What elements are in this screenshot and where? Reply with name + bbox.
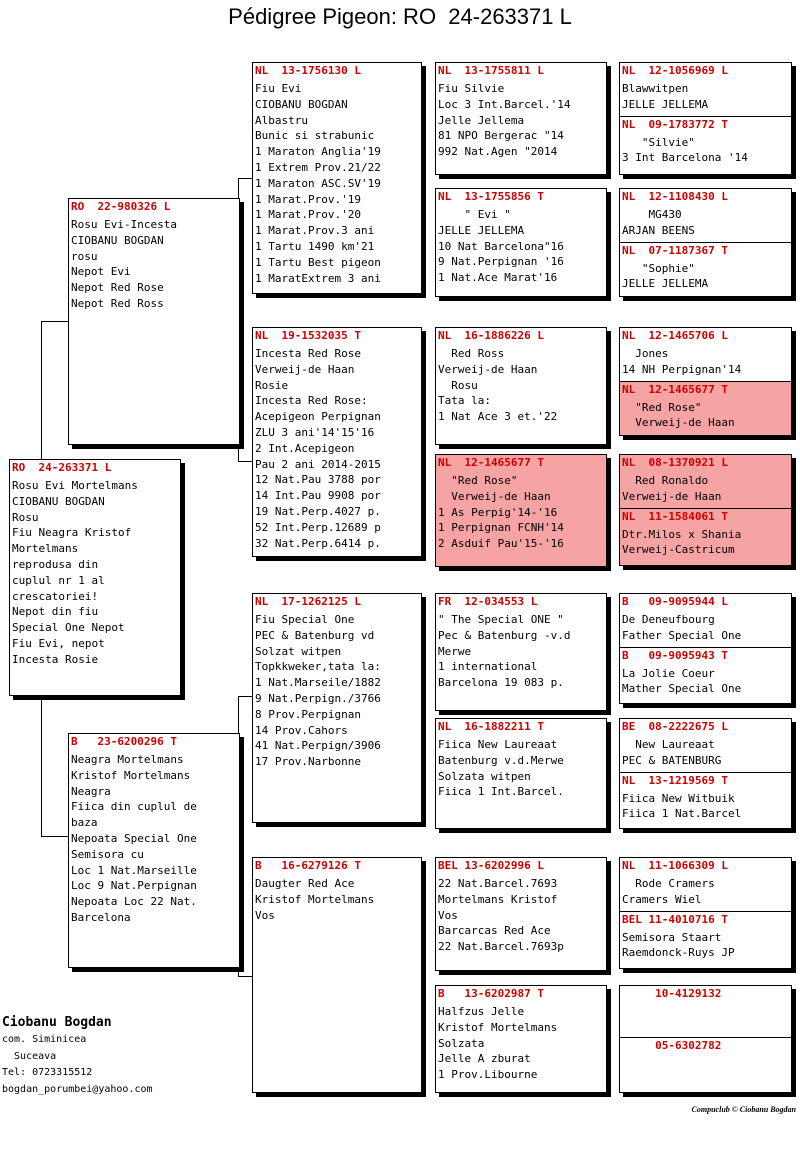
info-line: Halfzus Jelle (438, 1005, 525, 1018)
info-line: "Sophie" (622, 261, 695, 275)
info-line: Fiu Evi (255, 82, 302, 95)
ring-number: NL 13-1756130 L (255, 64, 361, 77)
info-line: Verweij-Castricum (622, 543, 735, 557)
info-line: "Red Rose" (622, 400, 702, 414)
info-line: 1 Marat.Prov.'20 (255, 208, 361, 222)
ancestor-info (620, 930, 791, 962)
info-line: Pau 2 ani 2014-2015 (255, 457, 381, 471)
info-line: 1 Marat.Prov.3 ani (255, 224, 375, 238)
great-grandparent-card[interactable] (435, 454, 607, 567)
info-line: Mortelmans Kristof (438, 892, 558, 906)
ancestor-info (620, 791, 791, 823)
ring-number: BEL 13-6202996 L (438, 859, 544, 872)
info-line: Verweij-de Haan (622, 489, 722, 503)
great-grandparent-info (436, 207, 606, 286)
info-line: reprodusa din (12, 557, 99, 571)
info-line: Semisora cu (71, 847, 144, 861)
info-line: Incesta Red Rose (255, 347, 361, 360)
great-grandparent-card[interactable] (435, 718, 607, 829)
ring-number: NL 13-1755856 T (438, 190, 544, 203)
great-grandparent-card[interactable] (435, 593, 607, 711)
ancestor-pair-card[interactable] (619, 454, 792, 566)
info-line: " Evi " (438, 208, 511, 221)
connector-line (238, 696, 252, 697)
info-line: 2 Int.Acepigeon (255, 441, 355, 455)
info-line: "Silvie" (622, 135, 695, 149)
ancestor-info (620, 876, 791, 908)
ring-number: NL 16-1882211 T (438, 720, 544, 733)
info-line: 52 Int.Perp.12689 p (255, 520, 381, 534)
ancestor-pair-card[interactable] (619, 62, 792, 175)
info-line: Rode Cramers (622, 877, 715, 890)
info-line: 81 NPO Bergerac "14 (438, 129, 564, 143)
ring-number: B 09-9095943 T (622, 648, 728, 662)
info-line: 1 Perpignan FCNH'14 (438, 521, 564, 535)
connector-line (238, 976, 252, 977)
info-line: 32 Nat.Perp.6414 p. (255, 536, 381, 550)
info-line: com. Siminicea (2, 1034, 87, 1045)
info-line: 14 Int.Pau 9908 por (255, 489, 381, 503)
info-line: 2 Asduif Pau'15-'16 (438, 537, 564, 551)
info-line: 3 Int Barcelona '14 (622, 151, 748, 165)
great-grandparent-info (436, 612, 606, 691)
info-line: 1 international (438, 660, 538, 674)
info-line: Barcarcas Red Ace (438, 924, 551, 938)
info-line: Red Ronaldo (622, 474, 709, 487)
info-line: CIOBANU BOGDAN (255, 97, 348, 111)
great-grandparent-card[interactable] (435, 857, 607, 971)
info-line: Tata la: (438, 394, 491, 408)
ring-number: NL 08-1370921 L (622, 456, 728, 469)
breeder-contact (2, 1032, 153, 1098)
ring-number: NL 16-1886226 L (438, 329, 544, 342)
info-line: Bunic si strabunic (255, 129, 375, 143)
info-line: Albastru (255, 113, 308, 127)
ancestor-info (620, 81, 791, 113)
grandparent-card[interactable] (252, 62, 422, 294)
info-line: Solzat witpen (255, 644, 342, 658)
info-line: Barcelona (71, 910, 131, 924)
ancestor-bottom (620, 647, 791, 698)
info-line: Merwe (438, 644, 472, 658)
info-line: Nepot Evi (71, 265, 131, 279)
info-line: 41 Nat.Perpign/3906 (255, 739, 381, 753)
great-grandparent-info (436, 346, 606, 425)
info-line: 10 Nat Barcelona"16 (438, 239, 564, 253)
ancestor-pair-card[interactable] (619, 593, 792, 704)
info-line: Nepoata Loc 22 Nat. (71, 895, 197, 909)
info-line: Jelle Jellema (438, 113, 525, 127)
info-line: 9 Nat.Perpign./3766 (255, 691, 381, 705)
grandparent-info (253, 81, 421, 286)
ring-number: NL 07-1187367 T (622, 243, 728, 257)
great-grandparent-info (436, 1004, 606, 1083)
info-line: 992 Nat.Agen "2014 (438, 145, 558, 159)
grandparent-info (253, 876, 421, 923)
info-line: " The Special ONE " (438, 613, 564, 626)
info-line: crescatoriei! (12, 589, 99, 603)
info-line: Fiica New Laureaat (438, 738, 558, 751)
connector-line (41, 321, 69, 322)
ring-number: NL 12-1465677 T (622, 382, 728, 396)
info-line: Semisora Staart (622, 930, 722, 944)
info-line: Loc 1 Nat.Marseille (71, 863, 197, 877)
info-line: Pec & Batenburg -v.d (438, 628, 571, 642)
ring-number: BEL 11-4010716 T (622, 912, 728, 926)
ring-number: RO 24-263371 L (12, 461, 112, 474)
footer-credit: Compuclub © Ciobanu Bogdan (691, 1105, 796, 1114)
info-line: Batenburg v.d.Merwe (438, 753, 564, 767)
ring-number: NL 19-1532035 T (255, 329, 361, 342)
info-line: Fiu Silvie (438, 82, 505, 95)
info-line: Vos (255, 908, 275, 922)
ancestor-info (620, 207, 791, 239)
info-line: 14 Prov.Cahors (255, 723, 348, 737)
info-line: Kristof Mortelmans (71, 768, 191, 782)
ring-number: NL 17-1262125 L (255, 595, 361, 608)
ancestor-info (620, 527, 791, 559)
info-line: Blawwitpen (622, 82, 689, 95)
subject-info (10, 478, 180, 668)
info-line: Kristof Mortelmans (255, 892, 375, 906)
info-line: 22 Nat.Barcel.7693 (438, 877, 558, 890)
info-line: rosu (71, 249, 98, 263)
info-line: Verweij-de Haan (255, 362, 355, 376)
info-line: Loc 3 Int.Barcel.'14 (438, 97, 571, 111)
info-line: 1 Prov.Libourne (438, 1068, 538, 1082)
info-line: PEC & Batenburg vd (255, 628, 375, 642)
info-line: Fiica din cuplul de (71, 800, 197, 814)
info-line: cuplul nr 1 al (12, 573, 105, 587)
info-line: CIOBANU BOGDAN (71, 233, 164, 247)
ring-number: B 13-6202987 T (438, 987, 544, 1000)
great-grandparent-card[interactable] (435, 327, 607, 445)
info-line: Loc 9 Nat.Perpignan (71, 879, 197, 893)
info-line: Vos (438, 908, 458, 922)
info-line: Verweij-de Haan (438, 362, 538, 376)
info-line: Rosu Evi Mortelmans (12, 479, 138, 492)
ring-number: B 16-6279126 T (255, 859, 361, 872)
grandparent-card[interactable] (252, 327, 422, 557)
info-line: Verweij-de Haan (438, 489, 551, 503)
info-line: 1 Nat.Ace Marat'16 (438, 271, 558, 285)
ancestor-info (620, 666, 791, 698)
ancestor-bottom (620, 911, 791, 962)
info-line: Topkkweker,tata la: (255, 660, 381, 674)
ancestor-bottom (620, 116, 791, 167)
info-line: Rosie (255, 378, 289, 392)
info-line: Incesta Red Rose: (255, 394, 368, 408)
grandparent-card[interactable] (252, 593, 422, 823)
dam-card[interactable] (68, 733, 240, 968)
info-line: Rosu Evi-Incesta (71, 218, 177, 231)
sire-card[interactable] (68, 198, 240, 445)
info-line: 1 MaratExtrem 3 ani (255, 271, 381, 285)
great-grandparent-card[interactable] (435, 62, 607, 175)
ring-number: NL 11-1066309 L (622, 859, 728, 872)
info-line: Tel: 0723315512 (2, 1067, 93, 1078)
info-line: La Jolie Coeur (622, 666, 715, 680)
info-line: Solzata witpen (438, 769, 531, 783)
ancestor-bottom (620, 1037, 791, 1053)
info-line: 1 As Perpig'14-'16 (438, 505, 558, 519)
info-line: Rosu (12, 510, 39, 524)
info-line: 19 Nat.Perp.4027 p. (255, 504, 381, 518)
info-line: Daugter Red Ace (255, 877, 355, 890)
info-line: Dtr.Milos x Shania (622, 527, 742, 541)
ancestor-info (620, 737, 791, 769)
info-line: 1 Nat.Marseile/1882 (255, 676, 381, 690)
breeder-info (2, 1014, 153, 1098)
info-line: Fiu Special One (255, 613, 355, 626)
info-line: Fiu Neagra Kristof (12, 526, 132, 540)
info-line: ZLU 3 ani'14'15'16 (255, 425, 375, 439)
ancestor-info (620, 135, 791, 167)
connector-line (41, 700, 42, 836)
info-line: Barcelona 19 083 p. (438, 676, 564, 690)
ancestor-info (620, 1004, 791, 1034)
info-line: New Laureaat (622, 738, 715, 751)
info-line: 12 Nat.Pau 3788 por (255, 473, 381, 487)
info-line: JELLE JELLEMA (622, 277, 709, 291)
info-line: 22 Nat.Barcel.7693p (438, 940, 564, 954)
connector-line (238, 178, 252, 179)
grandparent-info (253, 346, 421, 551)
info-line: ARJAN BEENS (622, 223, 695, 237)
ring-number: NL 12-1465706 L (622, 329, 728, 342)
info-line: De Deneufbourg (622, 613, 715, 626)
ring-number: B 09-9095944 L (622, 595, 728, 608)
ring-number: B 23-6200296 T (71, 735, 177, 748)
info-line: PEC & BATENBURG (622, 753, 722, 767)
info-line: Fiica 1 Int.Barcel. (438, 785, 564, 799)
info-line: JELLE JELLEMA (622, 97, 709, 111)
subject-card[interactable] (9, 459, 181, 696)
connector-line (41, 836, 69, 837)
great-grandparent-info (436, 737, 606, 800)
info-line: Cramers Wiel (622, 892, 702, 906)
info-line: CIOBANU BOGDAN (12, 494, 105, 508)
info-line: Suceava (2, 1050, 57, 1062)
info-line: Solzata (438, 1036, 485, 1050)
info-line: Special One Nepot (12, 621, 125, 635)
info-line: Raemdonck-Ruys JP (622, 946, 735, 960)
info-line: Fiica 1 Nat.Barcel (622, 807, 742, 821)
info-line: "Red Rose" (438, 474, 518, 487)
ring-number: FR 12-034553 L (438, 595, 538, 608)
info-line: Rosu (438, 378, 478, 392)
ring-number: NL 09-1783772 T (622, 117, 728, 131)
info-line: 17 Prov.Narbonne (255, 755, 361, 769)
info-line: Mather Special One (622, 682, 742, 696)
info-line: 1 Nat Ace 3 et.'22 (438, 410, 558, 424)
info-line: Mortelmans (12, 542, 79, 556)
info-line: Nepot Red Rose (71, 281, 164, 295)
great-grandparent-card[interactable] (435, 985, 607, 1093)
info-line: 1 Extrem Prov.21/22 (255, 160, 381, 174)
ring-number: 05-6302782 (622, 1039, 722, 1052)
info-line: 1 Tartu Best pigeon (255, 255, 381, 269)
ring-number: NL 13-1219569 T (622, 773, 728, 787)
info-line: Red Ross (438, 347, 505, 360)
ancestor-bottom (620, 508, 791, 559)
info-line: Acepigeon Perpignan (255, 410, 381, 424)
info-line: Verweij-de Haan (622, 416, 735, 430)
info-line: 9 Nat.Perpignan '16 (438, 255, 564, 269)
ring-number: NL 13-1755811 L (438, 64, 544, 77)
ancestor-info (620, 400, 791, 432)
info-line: Nepoata Special One (71, 831, 197, 845)
info-line: 1 Marat.Prov.'19 (255, 192, 361, 206)
info-line: Fiica New Witbuik (622, 791, 735, 805)
ancestor-pair-card[interactable] (619, 857, 792, 969)
info-line: 1 Maraton ASC.SV'19 (255, 176, 381, 190)
ring-number: BE 08-2222675 L (622, 720, 728, 733)
great-grandparent-info (436, 876, 606, 955)
ancestor-bottom (620, 772, 791, 823)
page-title: Pédigree Pigeon: RO 24-263371 L (228, 4, 572, 29)
ring-number: NL 11-1584061 T (622, 509, 728, 523)
info-line: 8 Prov.Perpignan (255, 707, 361, 721)
ancestor-pair-card[interactable] (619, 985, 792, 1093)
ancestor-pair-card[interactable] (619, 188, 792, 297)
info-line: MG430 (622, 208, 682, 221)
ring-number: NL 12-1108430 L (622, 190, 728, 203)
connector-line (238, 461, 252, 462)
info-line: Father Special One (622, 628, 742, 642)
ancestor-pair-card[interactable] (619, 327, 792, 436)
ancestor-bottom (620, 381, 791, 436)
ancestor-info (620, 612, 791, 644)
info-line: Nepot Red Ross (71, 296, 164, 310)
info-line: 14 NH Perpignan'14 (622, 362, 742, 376)
ring-number: 10-4129132 (622, 987, 722, 1000)
ancestor-info (620, 473, 791, 505)
grandparent-info (253, 612, 421, 770)
info-line: Kristof Mortelmans (438, 1020, 558, 1034)
info-line: bogdan_porumbei@yahoo.com (2, 1083, 153, 1095)
info-line: Fiu Evi, nepot (12, 636, 105, 650)
ring-number: RO 22-980326 L (71, 200, 171, 213)
ancestor-bottom (620, 242, 791, 293)
info-line: Jones (622, 347, 669, 360)
breeder-name: Ciobanu Bogdan (2, 1015, 112, 1030)
dam-info (69, 752, 239, 926)
great-grandparent-info (436, 81, 606, 160)
ancestor-info (620, 261, 791, 293)
info-line: JELLE JELLEMA (438, 223, 525, 237)
ring-number: NL 12-1465677 T (438, 456, 544, 469)
sire-info (69, 217, 239, 312)
info-line: Incesta Rosie (12, 652, 99, 666)
ancestor-pair-card[interactable] (619, 718, 792, 829)
ancestor-info (620, 346, 791, 378)
info-line: Neagra Mortelmans (71, 753, 184, 766)
great-grandparent-card[interactable] (435, 188, 607, 297)
connector-line (41, 321, 42, 460)
info-line: Neagra (71, 784, 111, 798)
info-line: baza (71, 816, 98, 830)
ring-number: NL 12-1056969 L (622, 64, 728, 77)
info-line: 1 Tartu 1490 km'21 (255, 239, 375, 253)
great-grandparent-info (436, 473, 606, 552)
info-line: 1 Maraton Anglia'19 (255, 145, 381, 159)
grandparent-card[interactable] (252, 857, 422, 1093)
info-line: Nepot din fiu (12, 605, 99, 619)
info-line: Jelle A zburat (438, 1052, 531, 1066)
